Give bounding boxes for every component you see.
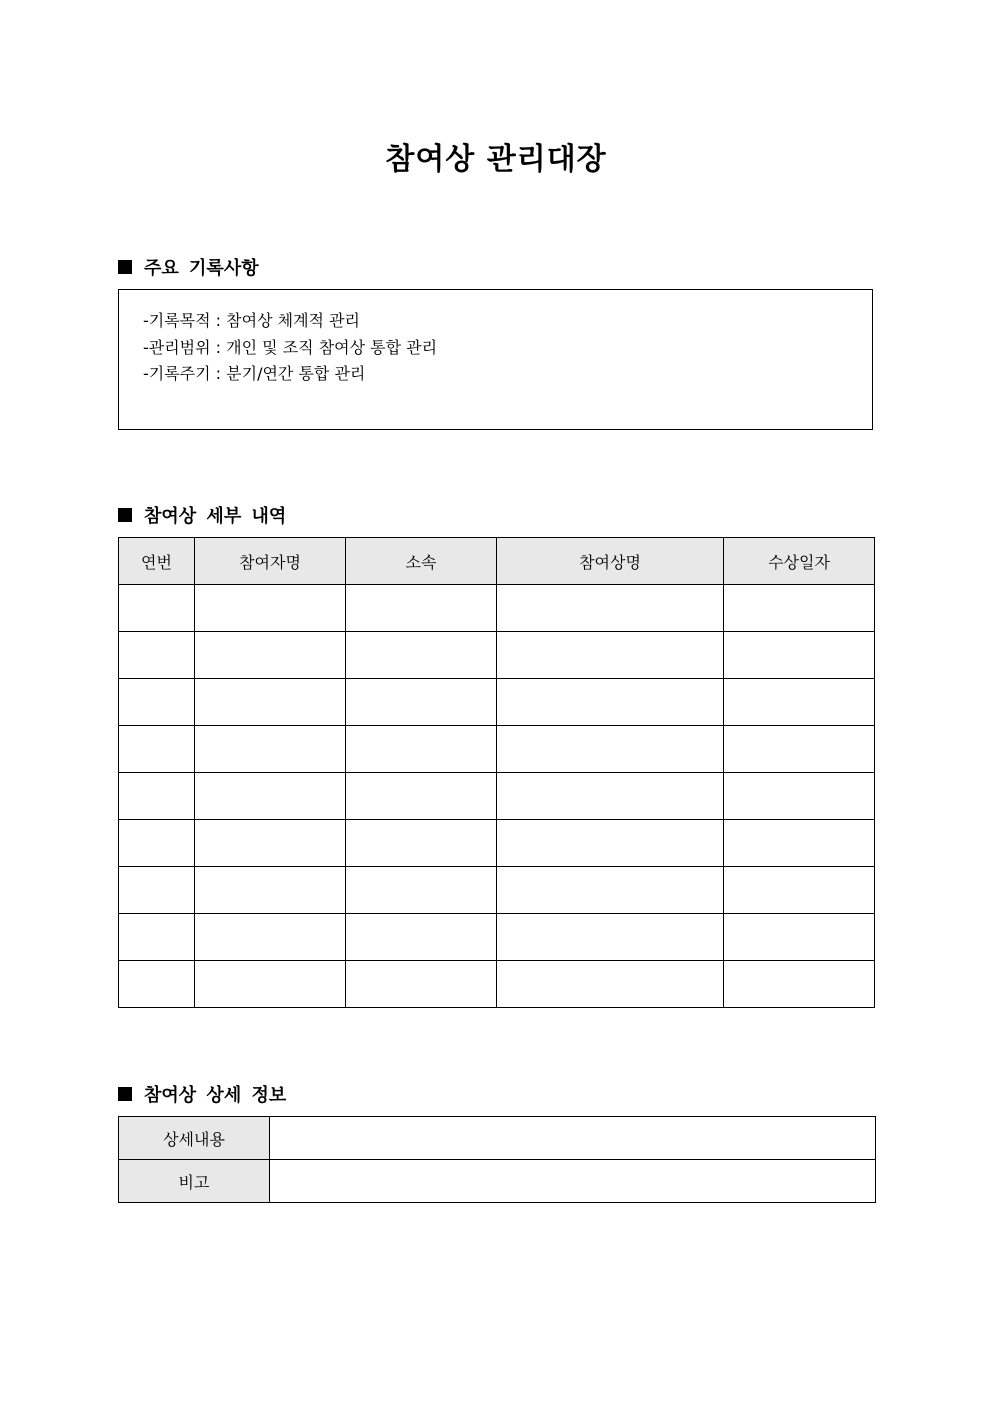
page-title: 참여상 관리대장 <box>385 142 607 177</box>
cell-affiliation[interactable] <box>346 585 497 632</box>
cell-award-date[interactable] <box>724 961 875 1008</box>
detail-content-value[interactable] <box>270 1117 876 1160</box>
cell-no[interactable] <box>119 679 195 726</box>
table-row <box>119 585 875 632</box>
summary-heading-label: 주요 기록사항 <box>144 258 259 279</box>
cell-participant[interactable] <box>195 820 346 867</box>
cell-participant[interactable] <box>195 961 346 1008</box>
cell-participant[interactable] <box>195 632 346 679</box>
cell-no[interactable] <box>119 914 195 961</box>
cell-affiliation[interactable] <box>346 961 497 1008</box>
cell-award-date[interactable] <box>724 820 875 867</box>
remarks-value[interactable] <box>270 1160 876 1203</box>
cell-no[interactable] <box>119 726 195 773</box>
cell-award-name[interactable] <box>497 679 724 726</box>
table-row <box>119 726 875 773</box>
cell-no[interactable] <box>119 773 195 820</box>
cell-participant[interactable] <box>195 867 346 914</box>
cell-award-date[interactable] <box>724 914 875 961</box>
table-row <box>119 1160 876 1203</box>
table-row <box>119 679 875 726</box>
black-square-icon <box>118 260 132 274</box>
cell-affiliation[interactable] <box>346 773 497 820</box>
cell-award-date[interactable] <box>724 632 875 679</box>
cell-no[interactable] <box>119 632 195 679</box>
cell-participant[interactable] <box>195 914 346 961</box>
info-heading-label: 참여상 상세 정보 <box>144 1085 287 1106</box>
cell-award-name[interactable] <box>497 867 724 914</box>
cell-award-name[interactable] <box>497 632 724 679</box>
table-row <box>119 632 875 679</box>
cell-no[interactable] <box>119 867 195 914</box>
cell-affiliation[interactable] <box>346 867 497 914</box>
column-header-no: 연번 <box>119 538 195 585</box>
cell-award-date[interactable] <box>724 867 875 914</box>
summary-line-cycle: -기록주기 : 분기/연간 통합 관리 <box>143 364 366 383</box>
table-row <box>119 961 875 1008</box>
summary-box <box>118 289 873 430</box>
cell-participant[interactable] <box>195 773 346 820</box>
table-row <box>119 1117 876 1160</box>
info-table <box>118 1116 876 1203</box>
cell-affiliation[interactable] <box>346 679 497 726</box>
cell-award-name[interactable] <box>497 585 724 632</box>
cell-affiliation[interactable] <box>346 914 497 961</box>
cell-no[interactable] <box>119 585 195 632</box>
cell-participant[interactable] <box>195 726 346 773</box>
detail-content-label: 상세내용 <box>119 1117 270 1160</box>
details-heading <box>118 502 286 528</box>
black-square-icon <box>118 508 132 522</box>
cell-award-date[interactable] <box>724 679 875 726</box>
black-square-icon <box>118 1087 132 1101</box>
cell-no[interactable] <box>119 961 195 1008</box>
details-table <box>118 537 875 1008</box>
cell-award-date[interactable] <box>724 726 875 773</box>
table-row <box>119 867 875 914</box>
column-header-award-date: 수상일자 <box>724 538 875 585</box>
column-header-affiliation: 소속 <box>346 538 497 585</box>
remarks-label: 비고 <box>119 1160 270 1203</box>
cell-award-name[interactable] <box>497 773 724 820</box>
cell-no[interactable] <box>119 820 195 867</box>
cell-award-name[interactable] <box>497 820 724 867</box>
cell-affiliation[interactable] <box>346 820 497 867</box>
column-header-participant: 참여자명 <box>195 538 346 585</box>
cell-affiliation[interactable] <box>346 726 497 773</box>
cell-award-name[interactable] <box>497 726 724 773</box>
summary-line-scope: -관리범위 : 개인 및 조직 참여상 통합 관리 <box>143 337 438 357</box>
table-row <box>119 820 875 867</box>
cell-participant[interactable] <box>195 585 346 632</box>
cell-award-name[interactable] <box>497 961 724 1008</box>
summary-heading <box>118 254 259 280</box>
details-heading-label: 참여상 세부 내역 <box>144 506 287 527</box>
table-row <box>119 914 875 961</box>
cell-award-name[interactable] <box>497 914 724 961</box>
table-header-row <box>119 538 875 585</box>
cell-award-date[interactable] <box>724 585 875 632</box>
column-header-award-name: 참여상명 <box>497 538 724 585</box>
table-row <box>119 773 875 820</box>
cell-affiliation[interactable] <box>346 632 497 679</box>
cell-participant[interactable] <box>195 679 346 726</box>
summary-line-purpose: -기록목적 : 참여상 체계적 관리 <box>143 311 360 330</box>
info-heading <box>118 1081 286 1107</box>
cell-award-date[interactable] <box>724 773 875 820</box>
